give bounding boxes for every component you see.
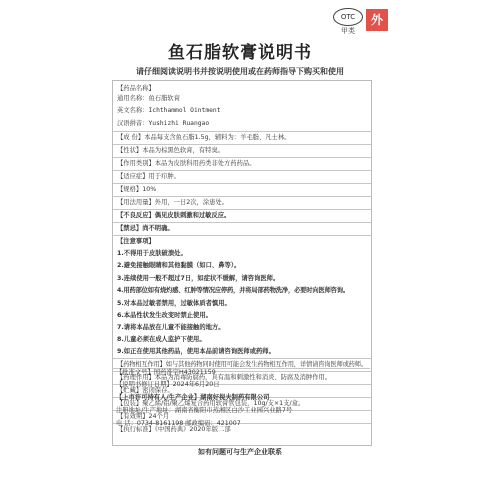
divider — [113, 131, 371, 132]
storage: 【贮藏】密闭保存。 — [117, 387, 174, 394]
otc-badge: OTC — [333, 8, 363, 26]
pharmacological-action: 【药理作用】本品为消毒防腐药，具有温和刺激性和消炎、防腐及消肿作用。 — [117, 374, 332, 381]
divider — [113, 157, 371, 158]
dosage: 【用法用量】外用，一日2次，涂患处。 — [117, 199, 229, 206]
address: 注册地址/生产地址：湖南省衡阳市蒸湘区白沙工业园兴业路7号 — [116, 407, 293, 414]
drug-interactions: 【药物相互作用】如与其他药物同时使用可能会发生药物相互作用，详情请咨询医师或药师。 — [117, 361, 367, 368]
otc-category-label: 甲类 — [341, 27, 355, 35]
precaution-item: 8.儿童必须在成人监护下使用。 — [117, 336, 206, 343]
generic-name: 通用名称：鱼石脂软膏 — [117, 95, 180, 102]
divider — [113, 209, 371, 210]
phone-postcode: 电 话：0734-8161198 邮政编码：421007 — [116, 420, 241, 427]
divider — [113, 196, 371, 197]
precaution-item: 9.如正在使用其他药品，使用本品前请咨询医师或药师。 — [117, 348, 275, 355]
section-name-header: 【药品名称】 — [117, 85, 155, 92]
precaution-item: 5.对本品过敏者禁用，过敏体质者慎用。 — [117, 300, 231, 307]
precaution-item: 6.本品性状发生改变时禁止使用。 — [117, 312, 212, 319]
marketing-holder: 【上市许可持有人/生产企业】湖南好视夫制药有限公司 — [116, 394, 270, 401]
precaution-item: 7.请将本品放在儿童不能接触的地方。 — [117, 324, 225, 331]
document-subtitle: 请仔细阅读说明书并按说明使用或在药师指导下购买和使用 — [136, 67, 344, 76]
divider — [113, 358, 371, 359]
precaution-item: 4.用药部位如有烧灼感、红肿等情况应停药，并将局部药物洗净，必要时向医师咨询。 — [117, 287, 349, 294]
validity: 【有效期】24个月 — [117, 413, 170, 420]
precaution-item: 2.避免接触眼睛和其他黏膜（如口、鼻等）。 — [117, 262, 241, 269]
adverse-reactions: 【不良反应】偶见皮肤刺激和过敏反应。 — [117, 212, 231, 219]
approval-number: 【批准文号】国药准字H43021159 — [116, 369, 216, 376]
precaution-item: 3.连续使用一般不超过7日，如症状不缓解，请咨询医师。 — [117, 275, 280, 282]
divider — [113, 235, 371, 236]
precautions-header: 【注意事项】 — [117, 238, 155, 245]
contraindications: 【禁忌】尚不明确。 — [117, 225, 174, 232]
specification: 【规格】10% — [117, 186, 157, 193]
instructions-box — [112, 80, 372, 446]
document-title: 鱼石脂软膏说明书 — [168, 43, 312, 63]
divider — [113, 170, 371, 171]
footer-note: 如有问题可与生产企业联系 — [198, 448, 282, 456]
pharmacology-class: 【作用类别】本品为皮肤科用药类非处方药药品。 — [117, 160, 256, 167]
pinyin-name: 汉语拼音：Yushizhi Ruangao — [117, 120, 210, 127]
package: 【包装】聚乙烯/铝/聚乙烯复合药用软膏管包装，10g/支×1支/盒。 — [117, 400, 305, 407]
divider — [113, 144, 371, 145]
english-name: 英文名称：Ichthammol Ointment — [117, 107, 221, 114]
divider — [113, 183, 371, 184]
appearance: 【性状】本品为棕黑色软膏，有特臭。 — [117, 147, 225, 154]
precaution-item: 1.不得用于皮肤破溃处。 — [117, 250, 187, 257]
external-use-badge: 外 — [366, 9, 388, 31]
ingredients: 【成 份】本品每支含鱼石脂1.5g，辅料为：羊毛脂、凡士林。 — [117, 134, 291, 141]
indications: 【适应症】用于疖肿。 — [117, 173, 180, 180]
revision-date: 【说明书修订日期】2024年6月20日 — [116, 381, 220, 388]
divider — [113, 222, 371, 223]
standard: 【执行标准】《中国药典》2020年版二部 — [117, 426, 231, 433]
